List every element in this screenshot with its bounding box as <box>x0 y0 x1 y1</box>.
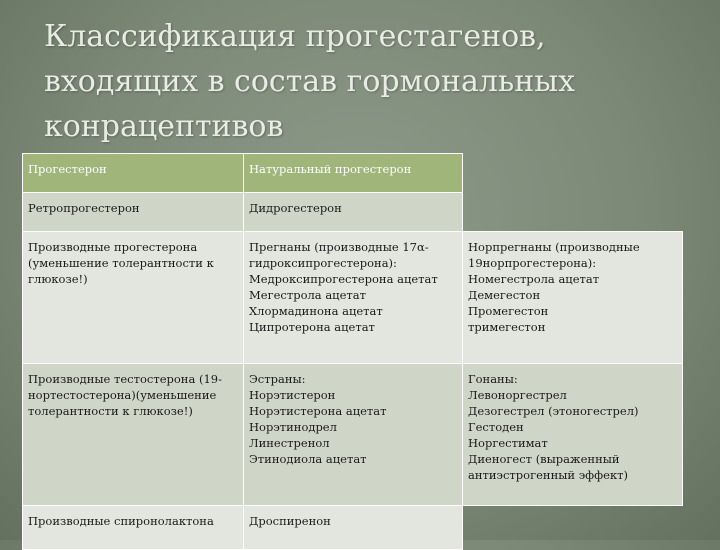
table-cell: Ретропрогестерон <box>23 193 244 232</box>
table-cell: Прегнаны (производные 17α- гидроксипрогестерона): Медроксипрогестерона ацетат Мегестрола ацетат Хлормадинона ацетат Ципротерона ацетат <box>244 232 463 364</box>
title-line-2: входящих в состав гормональных <box>44 64 576 99</box>
table-cell: Дидрогестерон <box>244 193 463 232</box>
table-cell: Производные тестостерона (19- нортестостерона)(уменьшение толерантности к глюкозе!) <box>23 364 244 506</box>
table-row <box>23 506 683 550</box>
table-header-row <box>23 154 683 193</box>
table-cell-empty <box>463 506 683 550</box>
classification-table <box>22 153 683 550</box>
table-cell: Производные прогестерона (уменьшение толерантности к глюкозе!) <box>23 232 244 364</box>
table-cell-empty <box>463 193 683 232</box>
table-cell: Норпрегнаны (производные 19норпрогестерона): Номегестрола ацетат Демегестон Промегестон тримегестон <box>463 232 683 364</box>
table-cell: Дроспиренон <box>244 506 463 550</box>
title-line-1: Классификация прогестагенов, <box>44 19 546 54</box>
table-cell: Гонаны: Левоноргестрел Дезогестрел (этоногестрел) Гестоден Норгестимат Диеногест (выраженный антиэстрогенный эффект) <box>463 364 683 506</box>
header-cell-natural-progesterone: Натуральный прогестерон <box>244 154 463 193</box>
title-line-3: конрацептивов <box>44 109 284 144</box>
table-cell: Эстраны: Норэтистерон Норэтистерона ацетат Норэтинодрел Линестренол Этинодиола ацетат <box>244 364 463 506</box>
slide-title <box>44 14 684 149</box>
table-row <box>23 364 683 506</box>
table-cell: Производные спиронолактона <box>23 506 244 550</box>
header-cell-progesterone: Прогестерон <box>23 154 244 193</box>
table-row <box>23 232 683 364</box>
table-row <box>23 193 683 232</box>
header-cell-empty <box>463 154 683 193</box>
